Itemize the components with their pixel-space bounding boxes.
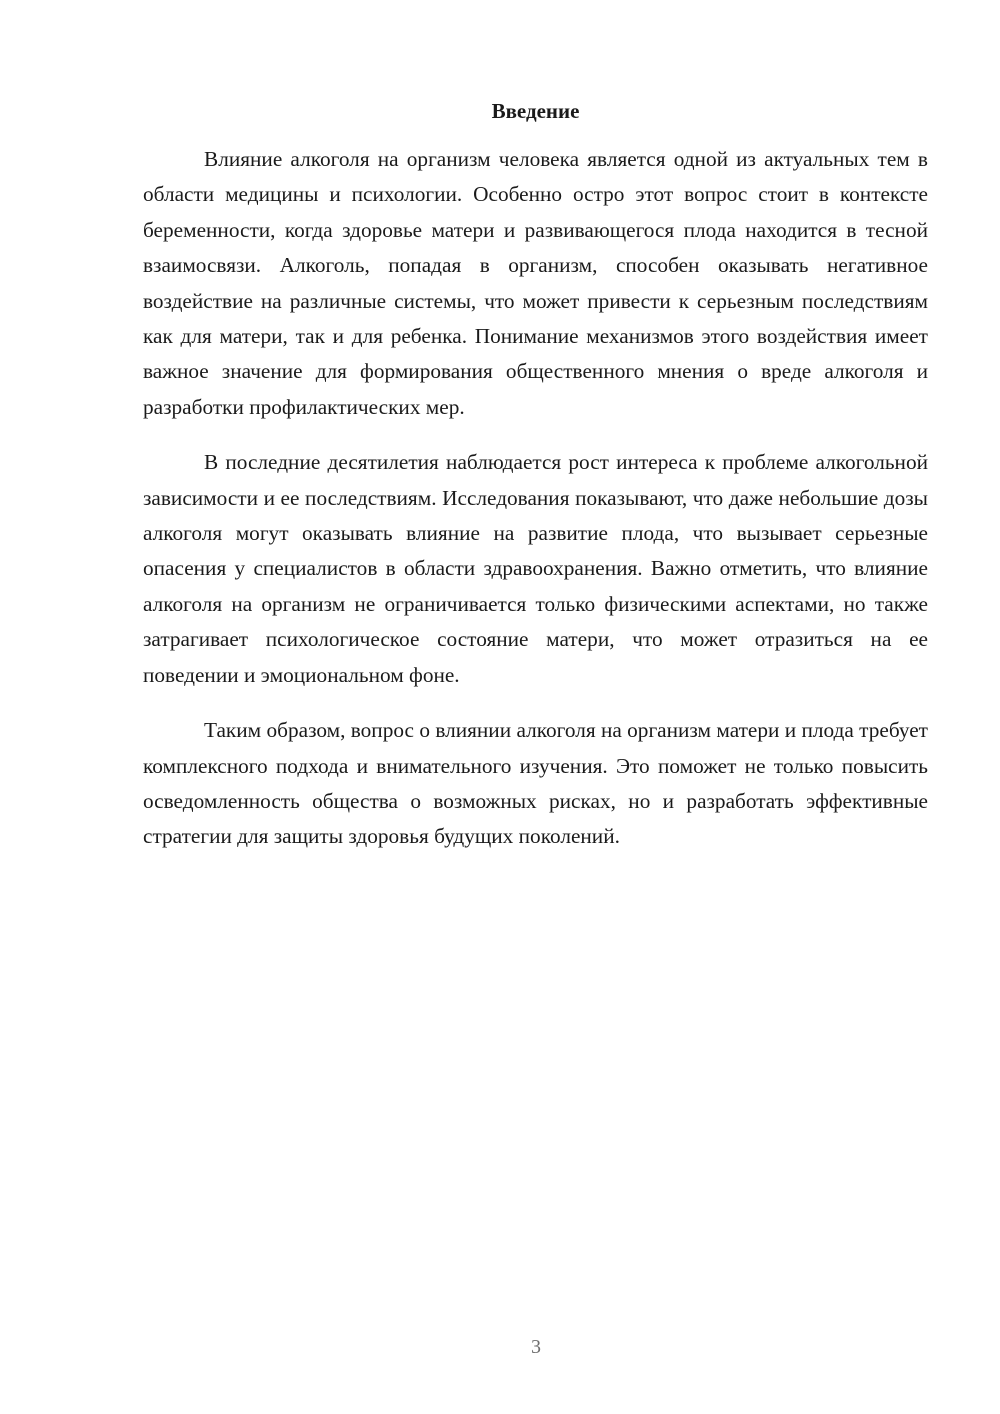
paragraph-2: В последние десятилетия наблюдается рост интереса к проблеме алкогольной зависимости и ее последствиям. Исследования показывают, что даже небольшие дозы алкоголя могут оказывать влияние на развитие плода, что вызывает серьезные опасения у специалистов в области здравоохранения. Важно отметить, что влияние алкоголя на организм не ограничивается только физическими аспектами, но также затрагивает психологическое состояние матери, что может отразиться на ее поведении и эмоциональном фоне. bbox=[143, 450, 928, 687]
page-number: 3 bbox=[531, 1336, 541, 1358]
paragraph-3: Таким образом, вопрос о влиянии алкоголя на организм матери и плода требует комплексного подхода и внимательного изучения. Это поможет не только повысить осведомленность общества о возможных рисках, но и разработать эффективные стратегии для защиты здоровья будущих поколений. bbox=[143, 718, 928, 849]
section-heading: Введение bbox=[491, 99, 580, 123]
document-body bbox=[143, 142, 928, 875]
paragraph-1: Влияние алкоголя на организм человека является одной из актуальных тем в области медицины и психологии. Особенно остро этот вопрос стоит в контексте беременности, когда здоровье матери и развивающегося плода находится в тесной взаимосвязи. Алкоголь, попадая в организм, способен оказывать негативное воздействие на различные системы, что может привести к серьезным последствиям как для матери, так и для ребенка. Понимание механизмов этого воздействия имеет важное значение для формирования общественного мнения о вреде алкоголя и разработки профилактических мер. bbox=[143, 147, 928, 419]
